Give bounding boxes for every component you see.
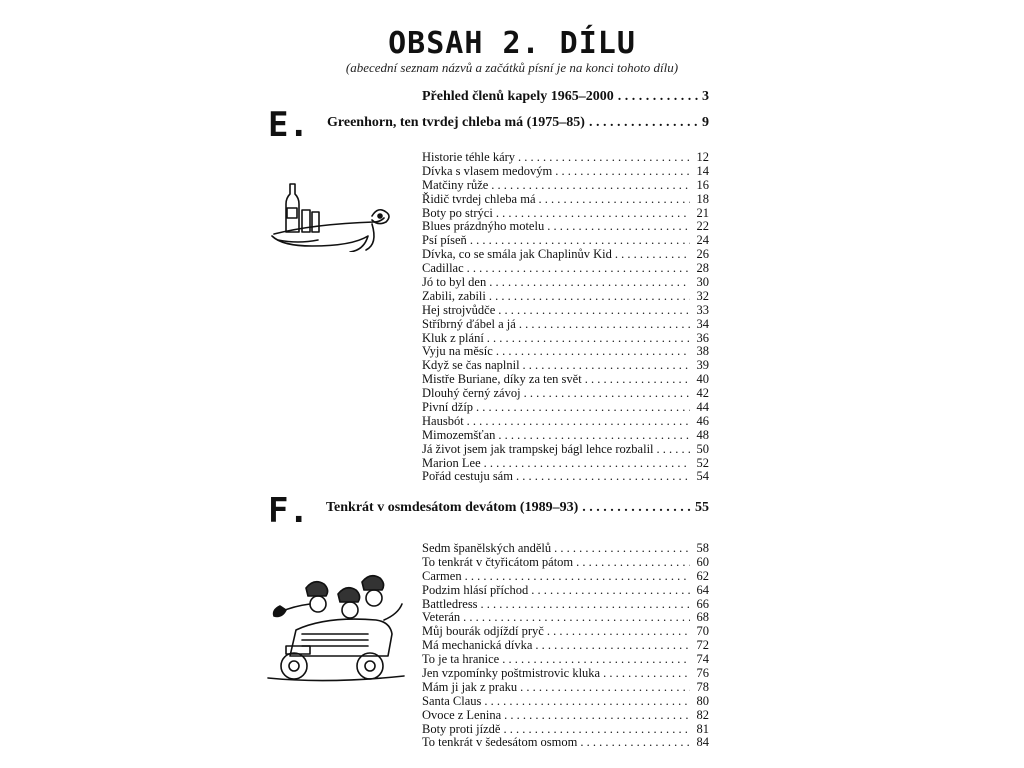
leader-dots xyxy=(618,89,698,105)
section-e-song-list xyxy=(422,151,709,484)
section-f-heading xyxy=(326,500,709,516)
list-item: Má mechanická dívka . . . 72 xyxy=(422,639,709,653)
section-e-letter: E. xyxy=(268,105,309,145)
list-item: Carmen . . . 62 xyxy=(422,570,709,584)
section-f-letter: F. xyxy=(268,491,309,531)
list-item: Vyju na měsíc . . . 38 xyxy=(422,345,709,359)
list-item: Battledress . . . 66 xyxy=(422,598,709,612)
list-item: Když se čas naplnil . . . 39 xyxy=(422,359,709,373)
list-item: Santa Claus . . . 80 xyxy=(422,695,709,709)
list-item: Jó to byl den . . . 30 xyxy=(422,276,709,290)
bottle-plate-illustration xyxy=(268,180,400,252)
list-item: To tenkrát v čtyřicátom pátom . . . 60 xyxy=(422,556,709,570)
list-item: Boty po strýci . . . 21 xyxy=(422,207,709,221)
list-item: Já život jsem jak trampskej bágl lehce rozbalil . . . 50 xyxy=(422,443,709,457)
list-item: Marion Lee . . . 52 xyxy=(422,457,709,471)
list-item: To je ta hranice . . . 74 xyxy=(422,653,709,667)
list-item: Ovoce z Lenina . . . 82 xyxy=(422,709,709,723)
list-item: Podzim hlásí příchod . . . 64 xyxy=(422,584,709,598)
list-item: Mám ji jak z praku . . . 78 xyxy=(422,681,709,695)
soldiers-jeep-illustration xyxy=(266,574,406,682)
list-item: To tenkrát v šedesátom osmom . . . 84 xyxy=(422,736,709,750)
list-item: Řidič tvrdej chleba má . . . 18 xyxy=(422,193,709,207)
page-title: OBSAH 2. DÍLU xyxy=(388,26,636,61)
list-item: Pořád cestuju sám . . . 54 xyxy=(422,470,709,484)
list-item: Hausbót . . . 46 xyxy=(422,415,709,429)
overview-page: 3 xyxy=(702,89,709,104)
section-e-title: Greenhorn, ten tvrdej chleba má (1975–85) xyxy=(327,115,585,130)
list-item: Dívka s vlasem medovým . . . 14 xyxy=(422,165,709,179)
leader-dots xyxy=(582,500,691,516)
overview-entry xyxy=(422,89,709,105)
list-item: Cadillac . . . 28 xyxy=(422,262,709,276)
list-item: Hej strojvůdče . . . 33 xyxy=(422,304,709,318)
list-item: Historie téhle káry . . . 12 xyxy=(422,151,709,165)
overview-title: Přehled členů kapely 1965–2000 xyxy=(422,89,614,104)
list-item: Kluk z plání . . . 36 xyxy=(422,332,709,346)
list-item: Psí píseň . . . 24 xyxy=(422,234,709,248)
list-item: Sedm španělských andělů . . . 58 xyxy=(422,542,709,556)
section-f-title: Tenkrát v osmdesátom devátom (1989–93) xyxy=(326,500,579,515)
section-e-heading xyxy=(327,115,709,131)
list-item: Veterán . . . 68 xyxy=(422,611,709,625)
list-item: Matčiny růže . . . 16 xyxy=(422,179,709,193)
list-item: Zabili, zabili . . . 32 xyxy=(422,290,709,304)
list-item: Dívka, co se smála jak Chaplinův Kid . . . 26 xyxy=(422,248,709,262)
page-subtitle: (abecední seznam názvů a začátků písní je na konci tohoto dílu) xyxy=(345,60,679,75)
list-item: Jen vzpomínky poštmistrovic kluka . . . 76 xyxy=(422,667,709,681)
section-e-page: 9 xyxy=(702,115,709,130)
list-item: Dlouhý černý závoj . . . 42 xyxy=(422,387,709,401)
list-item: Mistře Buriane, díky za ten svět . . . 40 xyxy=(422,373,709,387)
section-f-page: 55 xyxy=(695,500,709,515)
list-item: Pivní džíp . . . 44 xyxy=(422,401,709,415)
section-f-song-list xyxy=(422,542,709,750)
list-item: Boty proti jízdě . . . 81 xyxy=(422,723,709,737)
list-item: Blues prázdnýho motelu . . . 22 xyxy=(422,220,709,234)
list-item: Můj bourák odjíždí pryč . . . 70 xyxy=(422,625,709,639)
leader-dots xyxy=(589,115,698,131)
list-item: Stříbrný ďábel a já . . . 34 xyxy=(422,318,709,332)
list-item: Mimozemšťan . . . 48 xyxy=(422,429,709,443)
